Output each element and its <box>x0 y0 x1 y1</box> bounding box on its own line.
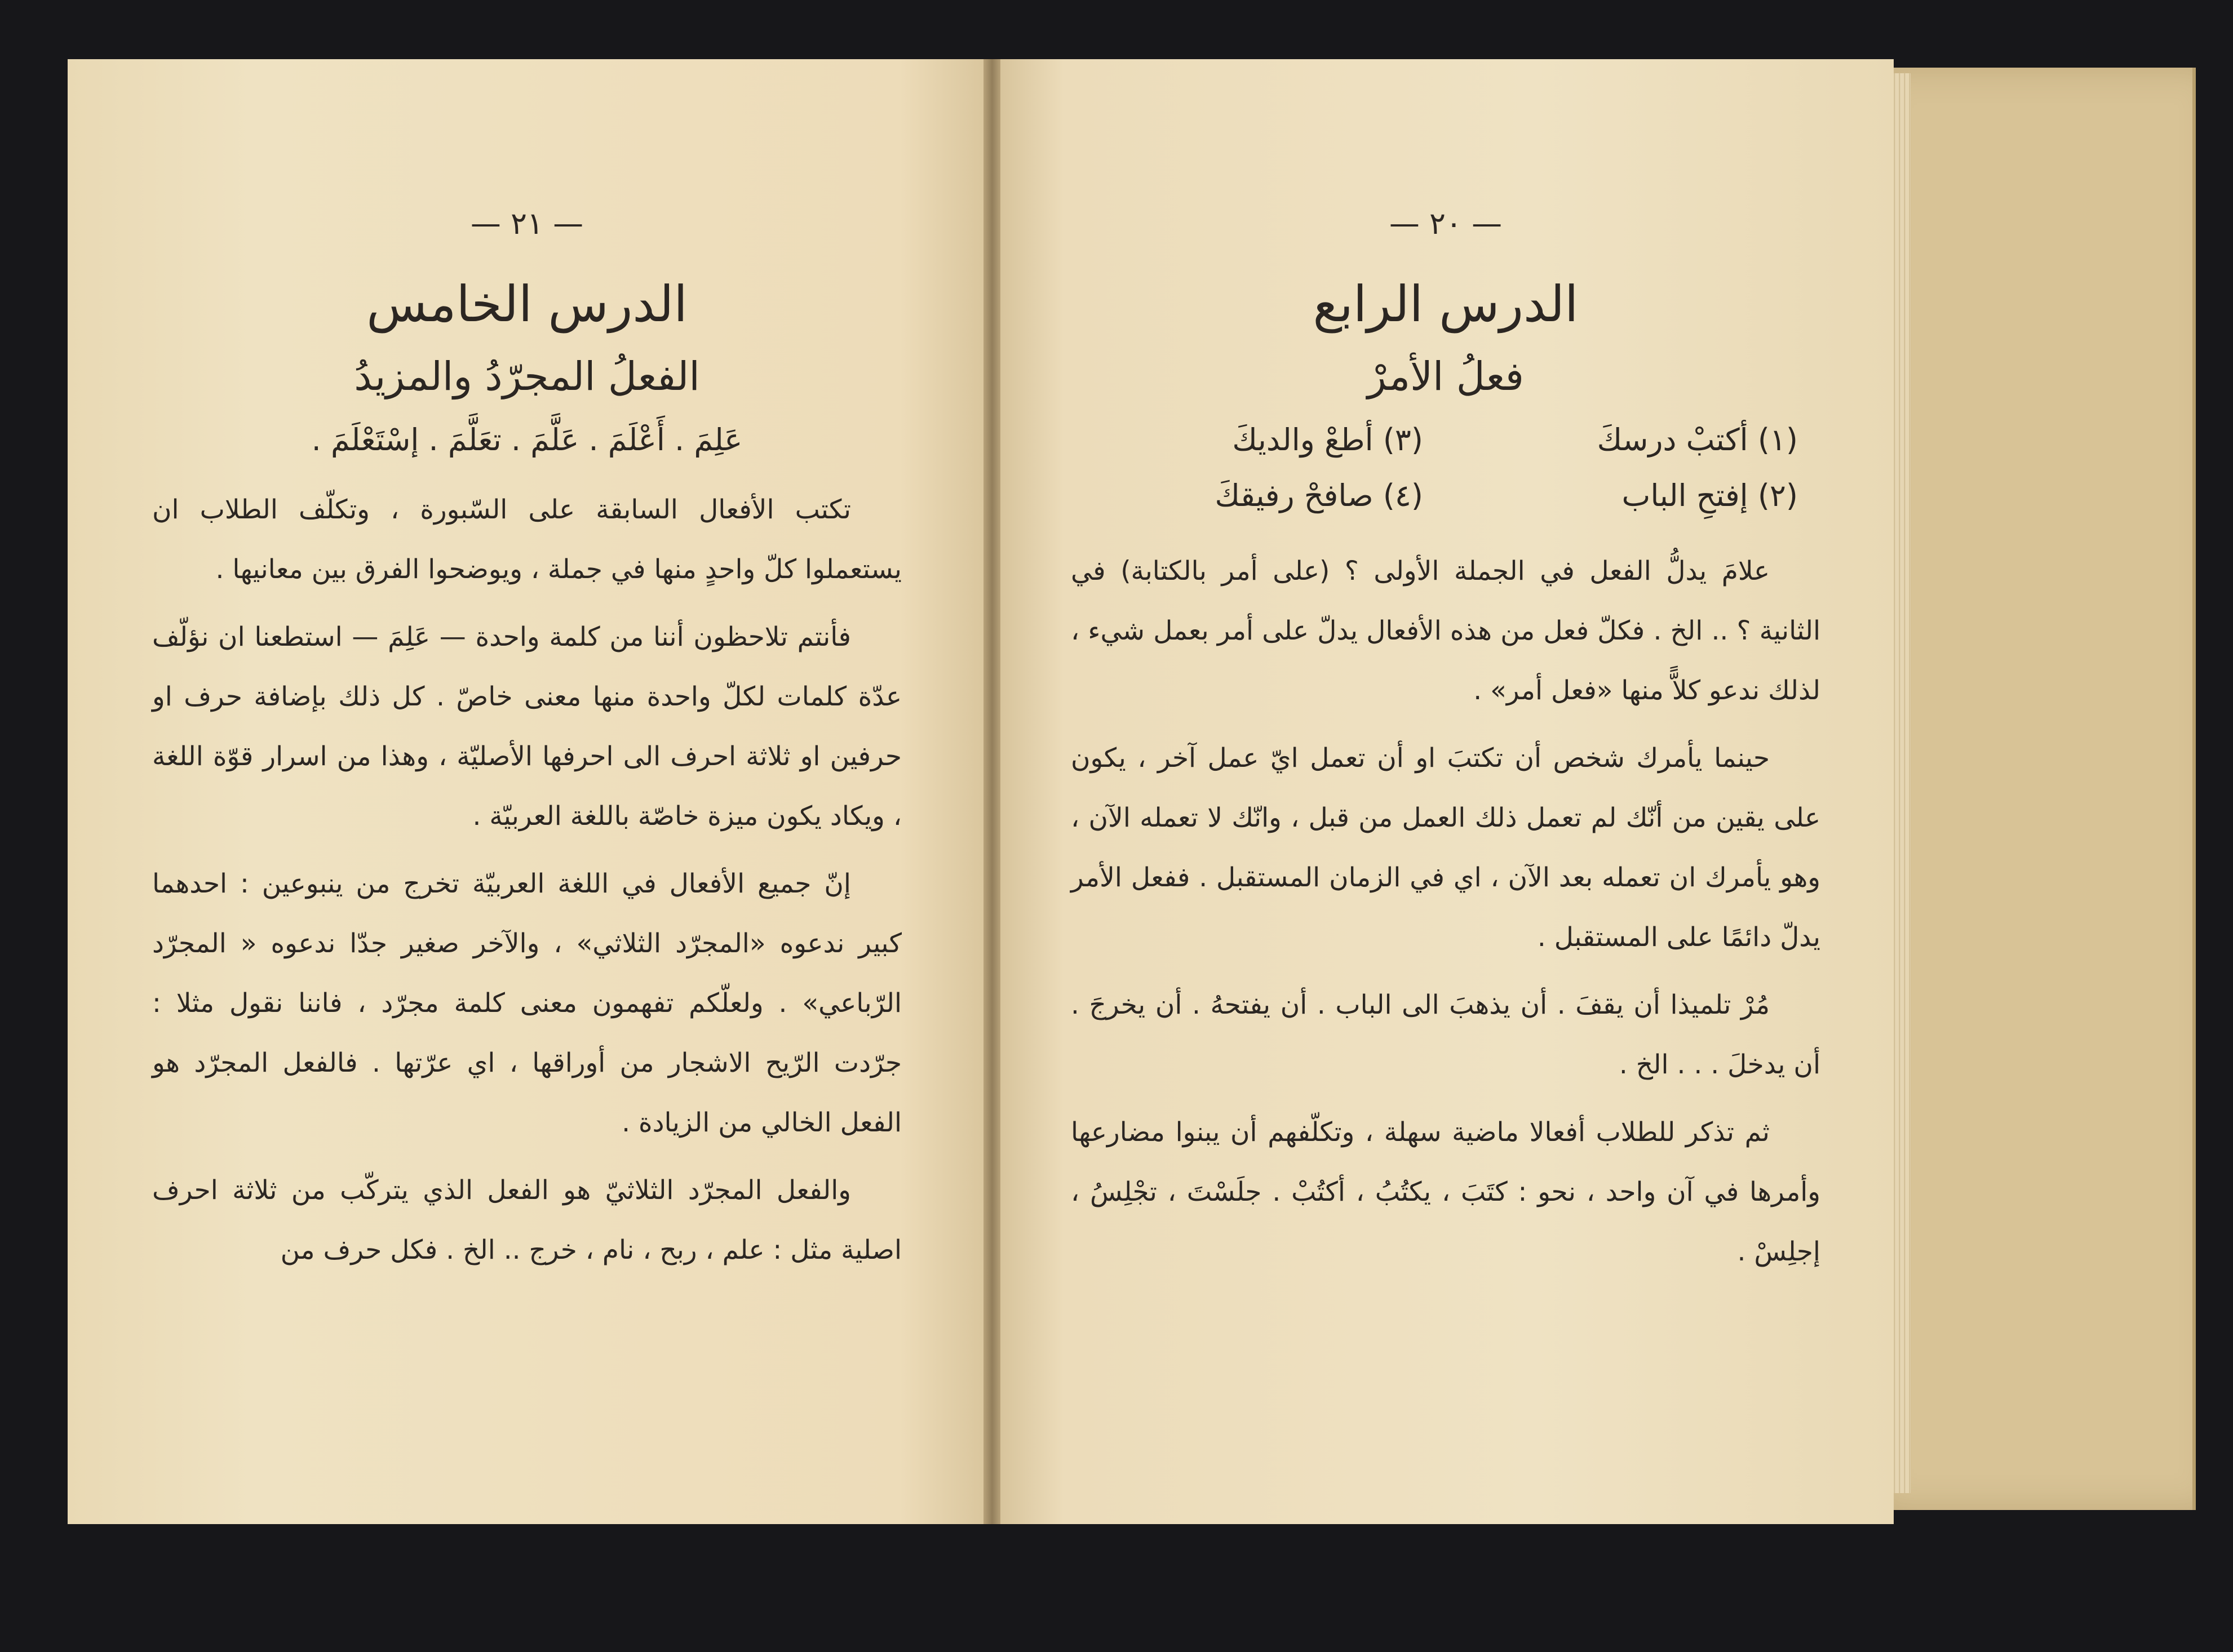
book-gutter <box>983 59 1000 1524</box>
lesson-title: الدرس الخامس <box>366 275 688 333</box>
lesson-title: الدرس الرابع <box>1313 275 1579 333</box>
example-item: (٤) صافحْ رفيقكَ <box>1215 478 1423 513</box>
paragraph: حينما يأمرك شخص أن تكتبَ او أن تعمل ايّ عمل آخر ، يكون على يقين من أنّك لم تعمل ذلك العمل من قبل ، وانّك لا تعمله الآن ، وهو يأمرك ان تعمله بعد الآن ، اي في الزمان المستقبل . ففعل الأمر يدلّ دائمًا على المستقبل . <box>1071 743 1820 953</box>
verb-examples: عَلِمَ . أَعْلَمَ . عَلَّمَ . تعَلَّمَ . إسْتَعْلَمَ . <box>311 422 743 458</box>
paragraph: تكتب الأفعال السابقة على السّبورة ، وتكلّف الطلاب ان يستعملوا كلّ واحدٍ منها في جملة ، ويوضحوا الفرق بين معانيها . <box>152 494 902 585</box>
lesson-subtitle: الفعلُ المجرّدُ والمزيدُ <box>354 353 700 399</box>
paragraph: والفعل المجرّد الثلاثيّ هو الفعل الذي يتركّب من ثلاثة احرف اصلية مثل : علم ، ربح ، نام ، خرج .. الخ . فكل حرف من <box>152 1175 902 1265</box>
example-item: (١) أكتبْ درسكَ <box>1597 422 1798 458</box>
left-page-content <box>152 206 902 1288</box>
example-item: (٢) إفتحِ الباب <box>1621 478 1798 513</box>
page-number: — ٢٠ — <box>1389 206 1503 241</box>
lesson-subtitle: فعلُ الأمرْ <box>1367 353 1524 399</box>
paragraph: فأنتم تلاحظون أننا من كلمة واحدة — عَلِمَ — استطعنا ان نؤلّف عدّة كلمات لكلّ واحدة منها معنى خاصّ . كل ذلك بإضافة حرف او حرفين او ثلاثة احرف الى احرفها الأصليّة ، وهذا من اسرار قوّة اللغة ، ويكاد يكون ميزة خاصّة باللغة العربيّة . <box>152 621 902 832</box>
right-page <box>992 59 1894 1524</box>
page-number: — ٢١ — <box>470 206 584 241</box>
command-examples <box>1071 422 1820 513</box>
paragraph: ثم تذكر للطلاب أفعالا ماضية سهلة ، وتكلّفهم أن يبنوا مضارعها وأمرها في آن واحد ، نحو : كتَبَ ، يكتُبُ ، أكتُبْ . جلَسْتَ ، تجْلِسُ ، إجلِسْ . <box>1071 1117 1820 1267</box>
right-page-content <box>1071 206 1820 1290</box>
paragraph: إنّ جميع الأفعال في اللغة العربيّة تخرج من ينبوعين : احدهما كبير ندعوه «المجرّد الثلاثي» ، والآخر صغير جدّا ندعوه « المجرّد الرّباعي» . ولعلّكم تفهمون معنى كلمة مجرّد ، فاننا نقول مثلا : جرّدت الرّيح الاشجار من أوراقها ، اي عرّتها . فالفعل المجرّد هو الفعل الخالي من الزيادة . <box>152 868 902 1138</box>
paragraph: مُرْ تلميذا أن يقفَ . أن يذهبَ الى الباب . أن يفتحهُ . أن يخرجَ . أن يدخلَ . . . الخ . <box>1071 989 1820 1080</box>
left-page <box>68 59 992 1524</box>
example-item: (٣) أطعْ والديكَ <box>1232 422 1423 458</box>
paragraph: علامَ يدلُّ الفعل في الجملة الأولى ؟ (على أمر بالكتابة) في الثانية ؟ .. الخ . فكلّ فعل من هذه الأفعال يدلّ على أمر بعمل شيء ، لذلك ندعو كلاًّ منها «فعل أمر» . <box>1071 556 1820 706</box>
